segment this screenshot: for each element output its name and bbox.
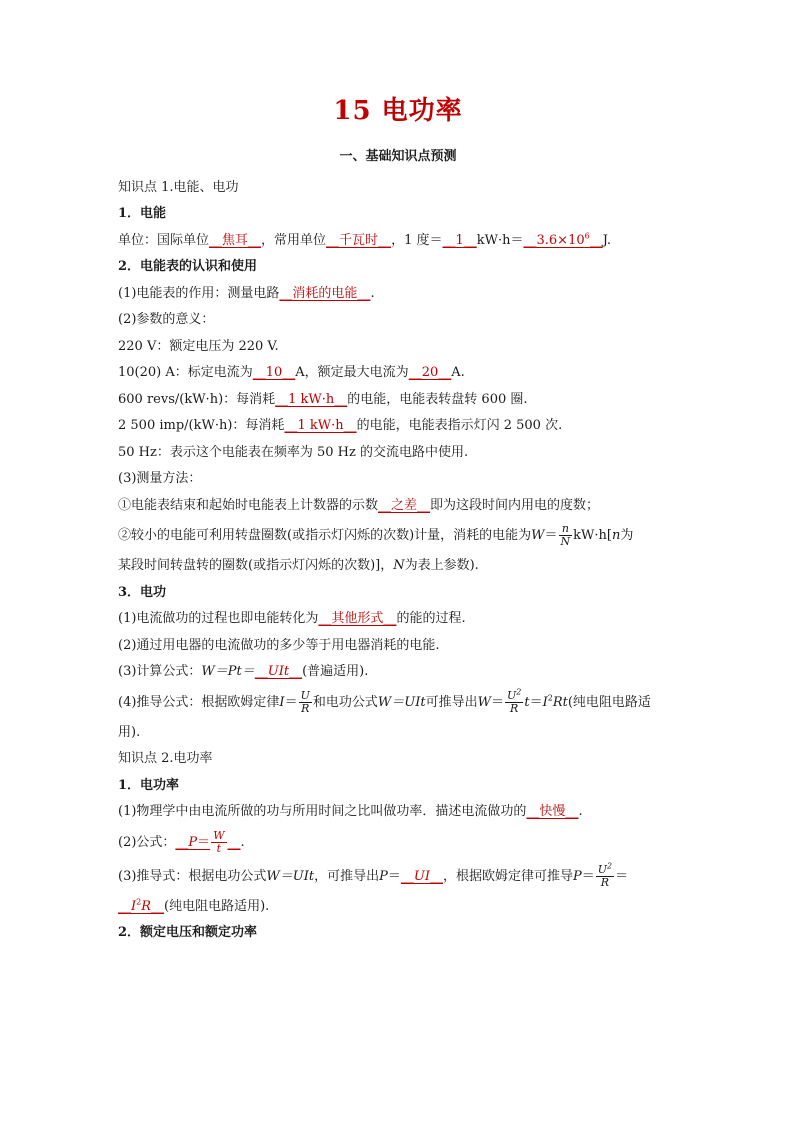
text: ，1 度＝	[391, 232, 443, 248]
subheading-meter: 2．电能表的认识和使用	[118, 259, 258, 275]
equals: ＝	[615, 868, 629, 884]
text: (1)电流做功的过程也即电能转化为	[118, 611, 319, 627]
work-4	[118, 686, 678, 720]
numerator-exponent: 2	[516, 687, 522, 697]
text: (4)推导公式：根据欧姆定律	[118, 694, 280, 710]
knowledge-point-2-heading: 知识点 2.电功率	[118, 751, 213, 767]
var-p: P	[379, 868, 388, 884]
param-220v: 220 V：额定电压为 220 V.	[118, 338, 279, 354]
method-2-continued	[118, 553, 678, 580]
fraction-u-over-r	[299, 690, 312, 715]
equals: ＝	[387, 868, 401, 884]
answer-1kwh: __1 kW·h__	[275, 391, 348, 407]
param-current	[118, 360, 678, 387]
power-1	[118, 799, 678, 826]
subheading-electric-power: 1．电功率	[118, 777, 180, 793]
denominator: R	[301, 701, 310, 715]
text: 和电功公式	[312, 694, 378, 710]
answer-1kwh: __1 kW·h__	[284, 418, 357, 434]
var-r: R	[141, 898, 152, 914]
equals: ＝	[529, 694, 543, 710]
text: 600 revs/(kW·h)：每消耗	[118, 391, 276, 407]
text: 10(20) A：标定电流为	[118, 365, 253, 381]
answer-joule: __焦耳__	[209, 232, 262, 248]
text: J.	[602, 232, 612, 248]
text: 可推导出	[425, 694, 478, 710]
text: 2 500 imp/(kW·h)：每消耗	[118, 418, 285, 434]
text: kW·h＝	[476, 232, 524, 248]
answer-other-forms: __其他形式__	[318, 611, 397, 627]
text: ①电能表结束和起始时电能表上计数器的示数	[118, 497, 379, 513]
numerator	[505, 687, 523, 703]
var-p: P	[573, 868, 582, 884]
fraction-u2-over-r	[596, 861, 614, 889]
unit-line	[118, 228, 678, 255]
var-n: n	[612, 528, 621, 544]
work-1	[118, 606, 678, 633]
subheading-rated: 2．额定电压和额定功率	[118, 925, 258, 941]
power-2	[118, 826, 678, 860]
numerator-base: U	[506, 688, 517, 702]
param-600revs	[118, 387, 678, 414]
formula-w-pt: W＝Pt＝	[201, 664, 255, 680]
text: (纯电阻电路适	[567, 694, 651, 710]
numerator: W	[213, 828, 225, 842]
text: (纯电阻电路适用).	[164, 898, 270, 914]
meter-use-line	[118, 281, 678, 308]
text: A，额定最大电流为	[295, 365, 409, 381]
subheading-electric-energy: 1．电能	[118, 206, 167, 222]
var-rt: Rt	[552, 694, 568, 710]
answer-tail: __	[589, 232, 603, 248]
equals: ＝	[490, 694, 504, 710]
text: kW·h[	[573, 528, 612, 544]
answer-max-current: __20__	[408, 365, 452, 381]
var-i: I	[131, 898, 137, 914]
text: 为表上参数).	[404, 558, 479, 574]
exponent: 2	[136, 897, 142, 907]
text: ，可推导出	[314, 868, 380, 884]
work-4-continued: 用).	[118, 724, 141, 740]
fraction-u2-over-r	[505, 687, 523, 715]
numerator-exponent: 2	[607, 861, 613, 871]
var-i: I	[279, 694, 285, 710]
answer-consumed-energy: __消耗的电能__	[279, 285, 371, 301]
var-w: W	[531, 528, 545, 544]
subheading-electric-work: 3．电功	[118, 584, 167, 600]
power-3	[118, 860, 678, 894]
numerator: n	[559, 523, 573, 536]
answer-one: __1__	[442, 232, 477, 248]
formula-w-uit: W＝UIt	[266, 868, 315, 884]
answer-exponent: 6	[584, 231, 590, 241]
answer-difference: __之差__	[378, 497, 431, 513]
formula-w-uit: W＝UIt	[377, 694, 426, 710]
equals: ＝	[581, 868, 595, 884]
fraction-w-over-t	[211, 830, 226, 855]
text: .	[370, 285, 375, 301]
text: ②较小的电能可利用转盘圈数(或指示灯闪烁的次数)计量，消耗的电能为	[118, 528, 532, 544]
answer-rated-current: __10__	[252, 365, 296, 381]
text: (1)物理学中由电流所做的功与所用时间之比叫做功率．描述电流做功的	[118, 804, 527, 820]
var-p: P	[188, 834, 198, 850]
text: (1)电能表的作用：测量电路	[118, 285, 280, 301]
denominator: N	[560, 535, 571, 549]
text: .	[578, 804, 583, 820]
exponent: 2	[547, 693, 553, 703]
text: 单位：国际单位	[118, 232, 210, 248]
method-heading: (3)测量方法：	[118, 471, 202, 487]
var-i: I	[542, 694, 548, 710]
method-2	[118, 519, 678, 553]
answer-speed: __快慢__	[526, 804, 579, 820]
work-3	[118, 659, 678, 686]
answer-trail: __	[151, 898, 165, 914]
numerator	[596, 861, 614, 877]
text: 即为这段时间内用电的度数；	[430, 497, 600, 513]
denominator: t	[216, 841, 222, 855]
var-w: W	[477, 694, 491, 710]
answer-formula-p	[175, 828, 241, 855]
text: ，常用单位	[261, 232, 327, 248]
fraction-n-over-N	[559, 523, 573, 548]
text: (普遍适用).	[302, 664, 369, 680]
text: (2)公式：	[118, 834, 176, 850]
denominator: R	[600, 875, 610, 889]
text: 为	[620, 528, 634, 544]
text: 的电能，电能表转盘转 600 圈.	[347, 391, 528, 407]
param-2500imp	[118, 413, 678, 440]
page-title: 15 电功率	[333, 96, 463, 126]
text: A.	[451, 365, 465, 381]
text: (3)推导式：根据电功公式	[118, 868, 267, 884]
equals: ＝	[544, 528, 558, 544]
answer-uit: __UIt__	[254, 664, 303, 680]
text: .	[240, 834, 245, 850]
numerator: U	[300, 688, 310, 702]
answer-trail: __	[227, 834, 241, 850]
text: 的电能，电能表指示灯闪 2 500 次.	[356, 418, 563, 434]
answer-joule-value	[524, 233, 603, 248]
answer-base: __3.6×10	[523, 232, 585, 248]
answer-i2r	[118, 899, 164, 914]
answer-ui: __UI__	[400, 868, 443, 884]
text: 的能的过程.	[396, 611, 466, 627]
document-page	[118, 96, 678, 947]
method-1	[118, 493, 678, 520]
equals: ＝	[284, 694, 298, 710]
text: (3)计算公式：	[118, 664, 202, 680]
knowledge-point-1-heading: 知识点 1.电能、电功	[118, 179, 239, 195]
answer-kilowatt-hour: __千瓦时__	[326, 232, 392, 248]
text: 某段时间转盘转的圈数(或指示灯闪烁的次数)]，	[118, 558, 394, 574]
equals: ＝	[197, 834, 211, 850]
power-3-continued	[118, 894, 678, 921]
param-50hz: 50 Hz：表示这个电能表在频率为 50 Hz 的交流电路中使用.	[118, 444, 469, 460]
answer-lead: __	[175, 834, 189, 850]
work-2: (2)通过用电器的电流做功的多少等于用电器消耗的电能.	[118, 637, 440, 653]
var-t: t	[524, 694, 530, 710]
answer-lead: __	[118, 898, 131, 914]
params-heading: (2)参数的意义：	[118, 312, 215, 328]
numerator-base: U	[597, 862, 608, 876]
var-N: N	[393, 558, 405, 574]
section-heading-basics: 一、基础知识点预测	[339, 149, 457, 165]
denominator: R	[510, 701, 519, 715]
text: ，根据欧姆定律可推导	[442, 868, 573, 884]
